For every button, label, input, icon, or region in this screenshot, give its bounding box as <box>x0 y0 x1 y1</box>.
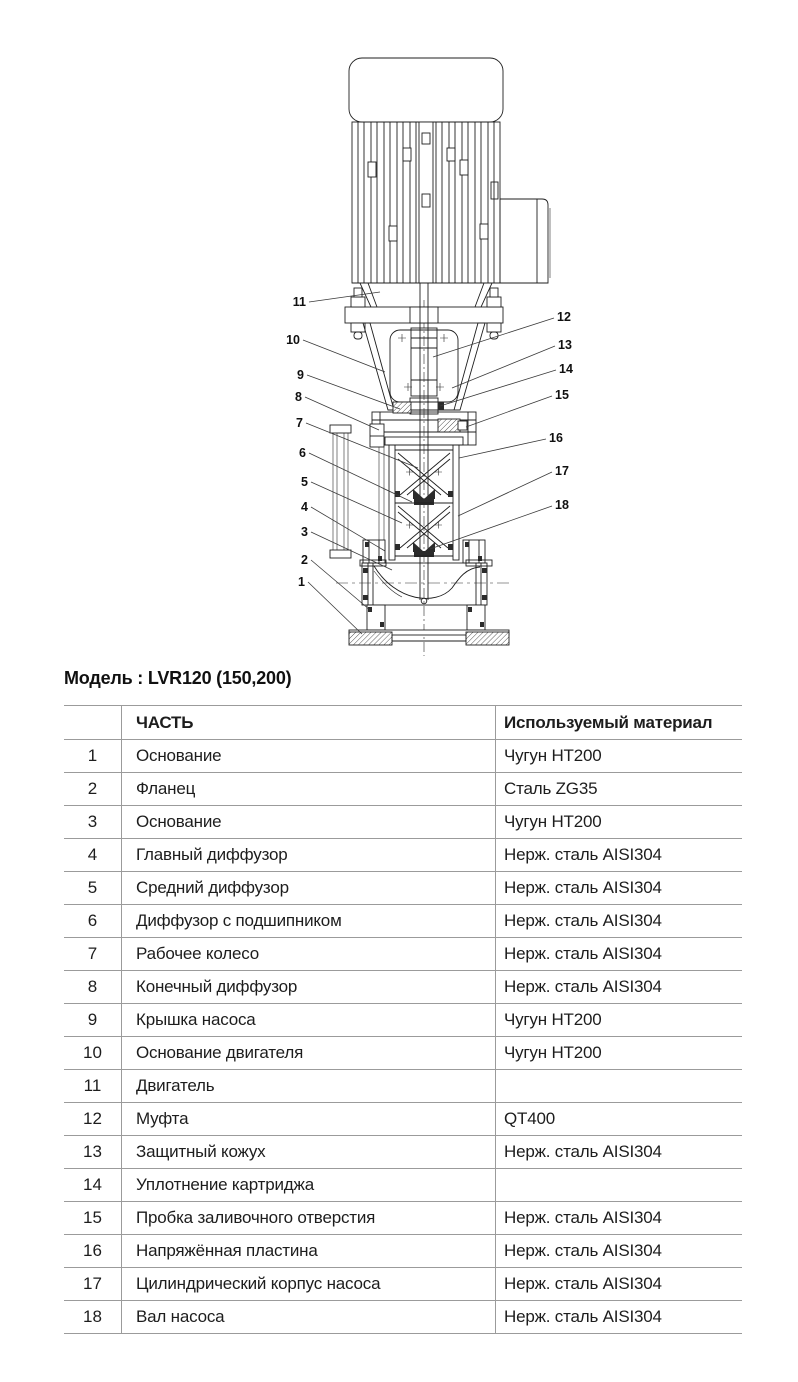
part-number: 5 <box>87 878 98 897</box>
table-row <box>64 1301 742 1334</box>
part-number: 2 <box>87 779 98 798</box>
part-number: 18 <box>83 1307 102 1326</box>
part-name: Диффузор с подшипником <box>121 905 495 937</box>
part-name: Основание <box>121 740 495 772</box>
callout-label: 8 <box>295 390 302 404</box>
pump-diagram-area <box>0 0 798 665</box>
table-row <box>64 872 742 905</box>
callout-label: 5 <box>301 475 308 489</box>
part-number: 7 <box>87 944 98 963</box>
fill-plug <box>438 419 467 432</box>
model-title: Модель : LVR120 (150,200) <box>64 668 292 688</box>
part-material: Чугун HT200 <box>495 1004 742 1036</box>
table-row <box>64 905 742 938</box>
part-number: 13 <box>83 1142 102 1161</box>
callout-label: 13 <box>558 338 572 352</box>
callout-label: 1 <box>298 575 305 589</box>
table-row <box>64 1136 742 1169</box>
part-number: 14 <box>83 1175 102 1194</box>
table-row <box>64 1268 742 1301</box>
part-number: 10 <box>83 1043 102 1062</box>
part-number: 3 <box>87 812 98 831</box>
part-number: 12 <box>83 1109 102 1128</box>
table-row <box>64 1169 742 1202</box>
callout-label: 7 <box>296 416 303 430</box>
part-name: Основание двигателя <box>121 1037 495 1069</box>
part-name: Основание <box>121 806 495 838</box>
part-name: Вал насоса <box>121 1301 495 1333</box>
part-material: Нерж. сталь AISI304 <box>495 872 742 904</box>
head-side-flange <box>370 424 384 447</box>
part-number: 8 <box>87 977 98 996</box>
part-name: Средний диффузор <box>121 872 495 904</box>
callout-label: 15 <box>555 388 569 402</box>
part-number: 4 <box>87 845 98 864</box>
table-row <box>64 1070 742 1103</box>
part-material <box>495 1169 742 1201</box>
part-material: Чугун HT200 <box>495 806 742 838</box>
pump-base <box>349 630 509 645</box>
part-number: 1 <box>87 746 98 765</box>
part-material: Чугун HT200 <box>495 740 742 772</box>
part-material: Нерж. сталь AISI304 <box>495 971 742 1003</box>
callout-label: 12 <box>557 310 571 324</box>
part-number: 9 <box>87 1010 98 1029</box>
part-name: Конечный диффузор <box>121 971 495 1003</box>
part-material: Нерж. сталь AISI304 <box>495 1268 742 1300</box>
callout-label: 2 <box>301 553 308 567</box>
part-material: Нерж. сталь AISI304 <box>495 1136 742 1168</box>
table-row <box>64 740 742 773</box>
part-material: Нерж. сталь AISI304 <box>495 839 742 871</box>
part-material: QT400 <box>495 1103 742 1135</box>
table-row <box>64 938 742 971</box>
callout-label: 9 <box>297 368 304 382</box>
header-material: Используемый материал <box>495 706 742 739</box>
callout-label: 10 <box>286 333 300 347</box>
table-header-row <box>64 706 742 740</box>
table-row <box>64 806 742 839</box>
part-name: Фланец <box>121 773 495 805</box>
counter-flanges <box>367 605 485 630</box>
part-material: Нерж. сталь AISI304 <box>495 1202 742 1234</box>
table-row <box>64 1037 742 1070</box>
part-material: Нерж. сталь AISI304 <box>495 1301 742 1333</box>
part-name: Напряжённая пластина <box>121 1235 495 1267</box>
fan-cover <box>349 58 503 122</box>
part-name: Рабочее колесо <box>121 938 495 970</box>
header-number <box>64 706 121 739</box>
part-number: 17 <box>83 1274 102 1293</box>
callout-label: 14 <box>559 362 573 376</box>
part-material: Чугун HT200 <box>495 1037 742 1069</box>
header-part: ЧАСТЬ <box>121 706 495 739</box>
pump-cross-section-diagram <box>0 0 798 665</box>
table-row <box>64 1202 742 1235</box>
flange-bolt-right <box>487 288 501 339</box>
callout-label: 18 <box>555 498 569 512</box>
part-material <box>495 1070 742 1102</box>
table-row <box>64 971 742 1004</box>
table-row <box>64 1235 742 1268</box>
part-name: Цилиндрический корпус насоса <box>121 1268 495 1300</box>
callout-label: 6 <box>299 446 306 460</box>
table-row <box>64 1004 742 1037</box>
motor <box>349 58 503 283</box>
table-row <box>64 1103 742 1136</box>
part-material: Нерж. сталь AISI304 <box>495 905 742 937</box>
part-number: 6 <box>87 911 98 930</box>
part-name: Двигатель <box>121 1070 495 1102</box>
part-name: Защитный кожух <box>121 1136 495 1168</box>
table-row <box>64 839 742 872</box>
parts-table <box>64 705 742 1334</box>
part-name: Уплотнение картриджа <box>121 1169 495 1201</box>
part-number: 16 <box>83 1241 102 1260</box>
callout-label: 3 <box>301 525 308 539</box>
part-name: Крышка насоса <box>121 1004 495 1036</box>
part-number: 11 <box>83 1076 102 1095</box>
part-name: Пробка заливочного отверстия <box>121 1202 495 1234</box>
motor-adapter <box>352 283 500 307</box>
callout-label: 11 <box>292 295 306 309</box>
part-number: 15 <box>83 1208 102 1227</box>
part-material: Нерж. сталь AISI304 <box>495 938 742 970</box>
callout-label: 16 <box>549 431 563 445</box>
part-material: Сталь ZG35 <box>495 773 742 805</box>
part-name: Муфта <box>121 1103 495 1135</box>
callout-label: 17 <box>555 464 569 478</box>
callout-label: 4 <box>301 500 308 514</box>
part-material: Нерж. сталь AISI304 <box>495 1235 742 1267</box>
table-row <box>64 773 742 806</box>
part-name: Главный диффузор <box>121 839 495 871</box>
